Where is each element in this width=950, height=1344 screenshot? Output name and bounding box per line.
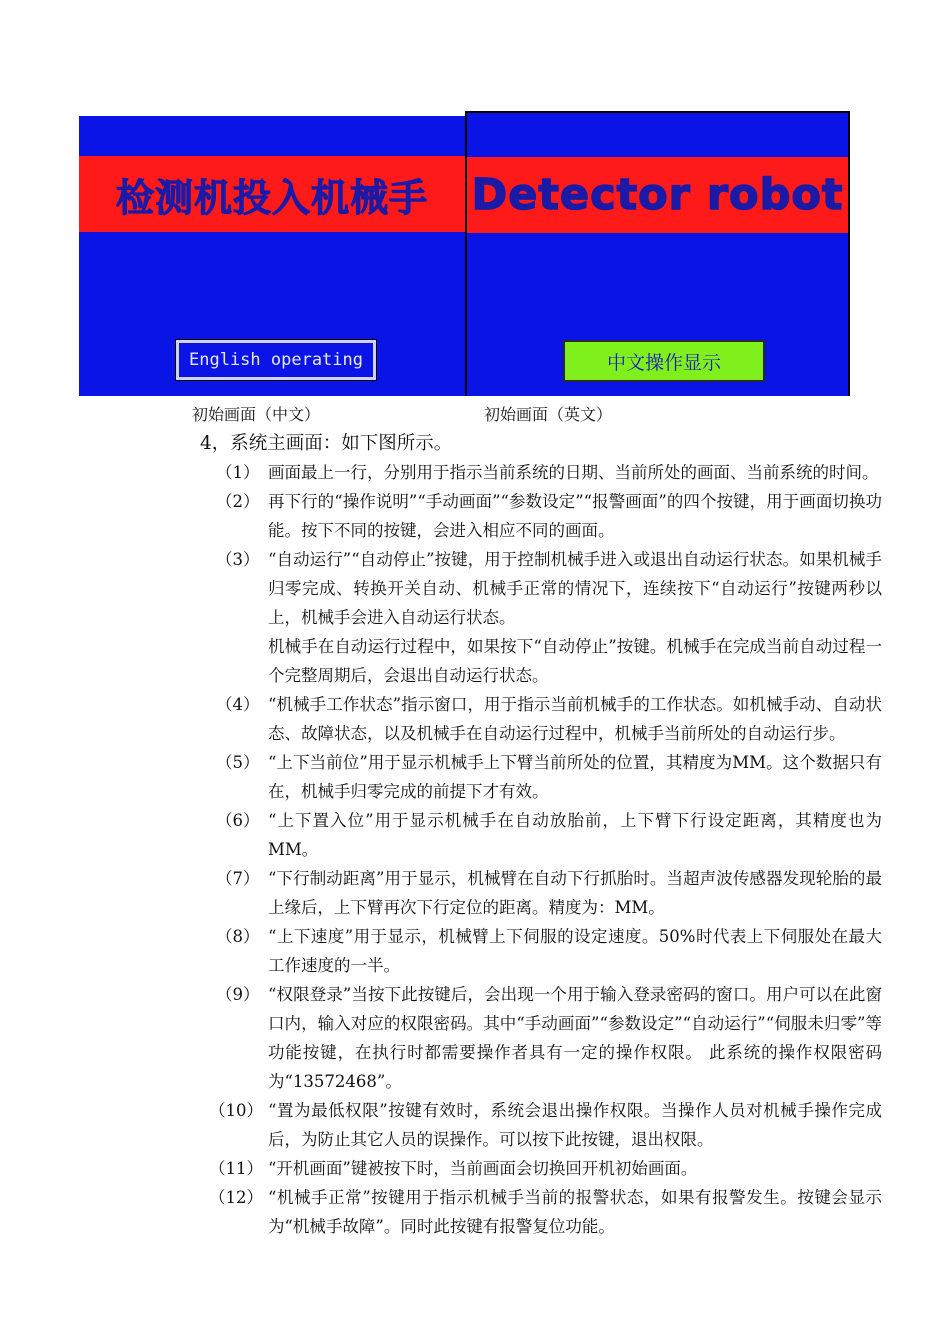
caption-english-screen: 初始画面（英文） bbox=[484, 405, 613, 424]
list-item bbox=[0, 922, 882, 980]
list-item bbox=[0, 690, 882, 748]
item-number: （3） bbox=[216, 550, 260, 569]
item-text: “权限登录”当按下此按键后，会出现一个用于输入登录密码的窗口。用户可以在此窗口内，输入对应的权限密码。其中“手动画面”“参数设定”“自动运行”“伺服未归零”等功能按键，在执行时都需要操作者具有一定的操作权限。 此系统的操作权限密码为“13572468”。 bbox=[268, 985, 882, 1091]
item-text: “上下速度”用于显示，机械臂上下伺服的设定速度。50%时代表上下伺服处在最大工作速度的一半。 bbox=[268, 927, 882, 975]
item-number: （1） bbox=[216, 463, 260, 482]
item-text: “下行制动距离”用于显示，机械臂在自动下行抓胎时。当超声波传感器发现轮胎的最上缘后，上下臂再次下行定位的距离。精度为：MM。 bbox=[268, 869, 882, 917]
list-item bbox=[0, 748, 882, 806]
item-number: （6） bbox=[216, 811, 260, 830]
item-text: 画面最上一行，分别用于指示当前系统的日期、当前所处的画面、当前系统的时间。 bbox=[268, 463, 879, 482]
list-item bbox=[0, 864, 882, 922]
item-number: （4） bbox=[216, 695, 260, 714]
list-item bbox=[0, 545, 882, 690]
item-number: （5） bbox=[216, 753, 260, 772]
section-heading: 4，系统主画面：如下图所示。 bbox=[200, 433, 453, 454]
title-band bbox=[79, 156, 465, 232]
item-text: “置为最低权限”按键有效时，系统会退出操作权限。当操作人员对机械手操作完成后，为防止其它人员的误操作。可以按下此按键，退出权限。 bbox=[268, 1101, 882, 1149]
initial-screen-english bbox=[465, 111, 850, 396]
list-item bbox=[0, 980, 882, 1096]
item-number: （7） bbox=[216, 869, 260, 888]
item-text: 再下行的“操作说明”“手动画面”“参数设定”“报警画面”的四个按键，用于画面切换功能。按下不同的按键，会进入相应不同的画面。 bbox=[268, 492, 882, 540]
list-item bbox=[0, 806, 882, 864]
item-text: “机械手工作状态”指示窗口，用于指示当前机械手的工作状态。如机械手动、自动状态、故障状态，以及机械手在自动运行过程中，机械手当前所处的自动运行步。 bbox=[268, 695, 882, 743]
item-number: （11） bbox=[209, 1159, 263, 1178]
item-text: “上下当前位”用于显示机械手上下臂当前所处的位置，其精度为MM。这个数据只有在，机械手归零完成的前提下才有效。 bbox=[268, 753, 882, 801]
item-text: “机械手正常”按键用于指示机械手当前的报警状态，如果有报警发生。按键会显示为“机械手故障”。同时此按键有报警复位功能。 bbox=[268, 1188, 882, 1236]
item-text: “开机画面”键被按下时，当前画面会切换回开机初始画面。 bbox=[268, 1159, 698, 1178]
list-item bbox=[0, 1154, 882, 1183]
item-number: （12） bbox=[209, 1188, 263, 1207]
chinese-display-button[interactable]: 中文操作显示 bbox=[563, 340, 765, 382]
initial-screen-chinese bbox=[79, 116, 465, 396]
screen-title: 检测机投入机械手 bbox=[115, 175, 428, 220]
list-item bbox=[0, 458, 882, 487]
item-number: （2） bbox=[216, 492, 260, 511]
description-list bbox=[0, 458, 950, 1241]
item-text: “上下置入位”用于显示机械手在自动放胎前，上下臂下行设定距离，其精度也为MM。 bbox=[268, 811, 882, 859]
list-item bbox=[0, 1096, 882, 1154]
item-text: “自动运行”“自动停止”按键，用于控制机械手进入或退出自动运行状态。如果机械手归零完成、转换开关自动、机械手正常的情况下，连续按下“自动运行”按键两秒以上，机械手会进入自动运行状态。 bbox=[268, 550, 882, 627]
list-item bbox=[0, 1183, 882, 1241]
item-text: 机械手在自动运行过程中，如果按下“自动停止”按键。机械手在完成当前自动过程一个完整周期后，会退出自动运行状态。 bbox=[268, 637, 882, 685]
item-number: （9） bbox=[216, 985, 260, 1004]
item-number: （8） bbox=[216, 927, 260, 946]
english-operating-button[interactable]: English operating bbox=[176, 340, 376, 380]
caption-chinese-screen: 初始画面（中文） bbox=[192, 405, 321, 424]
title-band bbox=[467, 157, 848, 233]
item-number: （10） bbox=[209, 1101, 263, 1120]
screen-title: Detector robot bbox=[471, 170, 844, 220]
list-item bbox=[0, 487, 882, 545]
